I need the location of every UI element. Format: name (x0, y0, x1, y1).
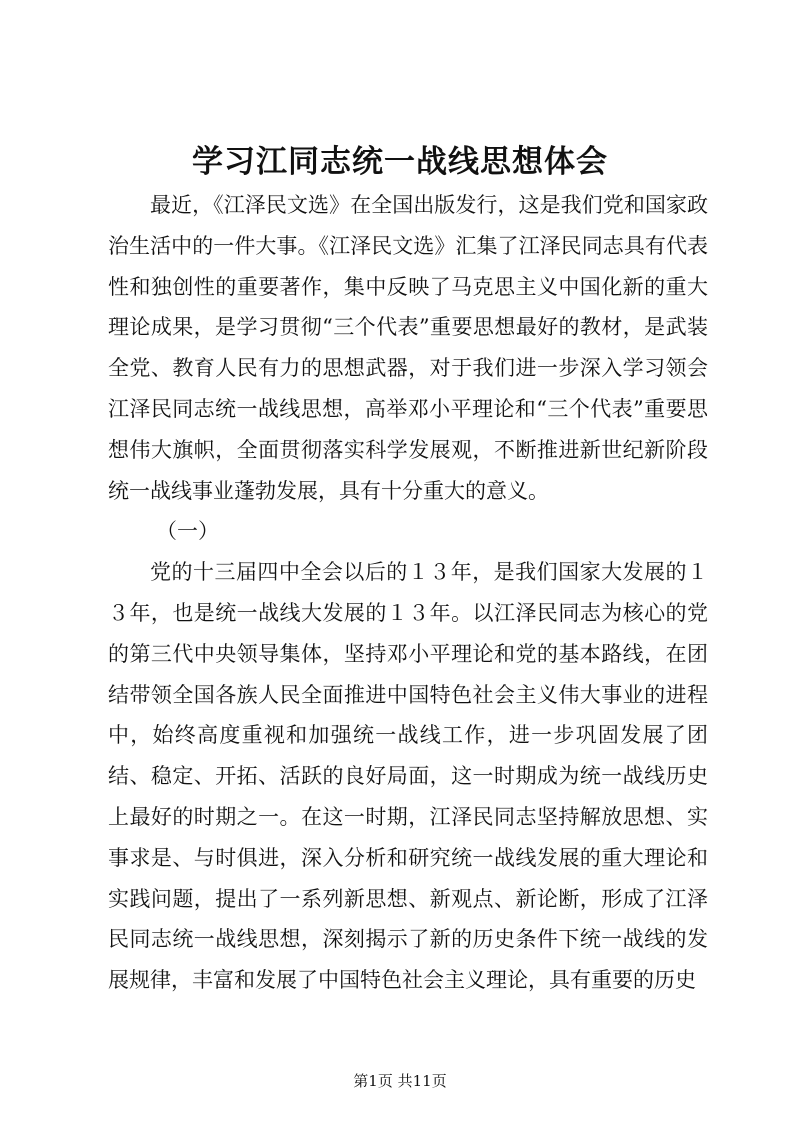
document-title: 学习江同志统一战线思想体会 (192, 144, 608, 180)
page-footer: 第1页 共11页 (353, 1072, 447, 1090)
paragraph-section-one: 党的十三届四中全会以后的１３年，是我们国家大发展的１３年，也是统一战线大发展的１３年。以江泽民同志为核心的党的第三代中央领导集体，坚持邓小平理论和党的基本路线，在团结带领全国各族人民全面推进中国特色社会主义伟大事业的进程中，始终高度重视和加强统一战线工作，进一步巩固发展了团结、稳定、开拓、活跃的良好局面，这一时期成为统一战线历史上最好的时期之一。在这一时期，江泽民同志坚持解放思想、实事求是、与时俱进，深入分析和研究统一战线发展的重大理论和实践问题，提出了一系列新思想、新观点、新论断，形成了江泽民同志统一战线思想，深刻揭示了新的历史条件下统一战线的发展规律，丰富和发展了中国特色社会主义理论，具有重要的历史 (108, 560, 708, 993)
document-body (108, 185, 708, 1001)
paragraph-intro: 最近，《江泽民文选》在全国出版发行，这是我们党和国家政治生活中的一件大事。《江泽民文选》汇集了江泽民同志具有代表性和独创性的重要著作，集中反映了马克思主义中国化新的重大理论成果，是学习贯彻“三个代表”重要思想最好的教材，是武装全党、教育人民有力的思想武器，对于我们进一步深入学习领会江泽民同志统一战线思想，高举邓小平理论和“三个代表”重要思想伟大旗帜，全面贯彻落实科学发展观，不断推进新世纪新阶段统一战线事业蓬勃发展，具有十分重大的意义。 (108, 193, 708, 503)
section-heading-one: （一） (156, 519, 219, 544)
